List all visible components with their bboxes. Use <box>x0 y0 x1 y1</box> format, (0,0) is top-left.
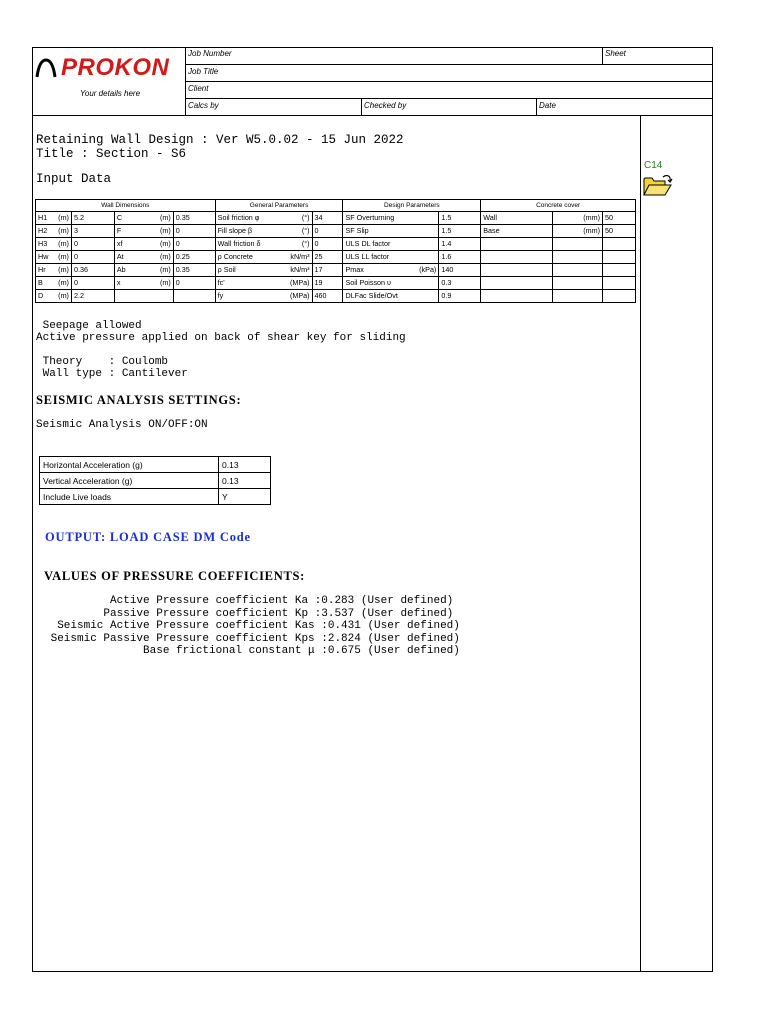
wall-dim-value-2: 0.35 <box>173 212 215 225</box>
design-param-label <box>343 225 439 238</box>
header-divider <box>536 98 537 115</box>
cell-label: F <box>116 226 122 235</box>
table-row-h2 <box>36 225 636 238</box>
job-number-label: Job Number <box>188 49 232 58</box>
coefficient-line: Passive Pressure coefficient Kp :3.537 (User defined) <box>44 607 454 620</box>
design-param-value: 1.5 <box>439 212 481 225</box>
design-param-label <box>343 238 439 251</box>
design-param-label <box>343 251 439 264</box>
cell-label: ρ Concrete <box>217 252 253 261</box>
design-param-label <box>343 212 439 225</box>
seismic-table <box>39 456 271 505</box>
wall-dim-label <box>36 238 72 251</box>
design-param-label <box>343 264 439 277</box>
cell-label: Hw <box>38 252 49 261</box>
cell-unit: (m) <box>58 291 69 300</box>
seismic-row <box>40 489 271 505</box>
design-param-value: 0.9 <box>439 290 481 303</box>
wall-dim-label-2 <box>114 277 173 290</box>
cell-unit: (kPa) <box>419 265 437 274</box>
cell-label: Soil friction φ <box>217 213 260 222</box>
header-rule <box>185 64 713 65</box>
cell-unit: kN/m³ <box>290 265 310 274</box>
cover-label <box>481 264 553 277</box>
cover-unit <box>553 212 603 225</box>
cell-unit: (°) <box>301 239 310 248</box>
cell-label: fc' <box>217 278 225 287</box>
wall-dim-label-2 <box>114 225 173 238</box>
section-title: Title : Section - S6 <box>36 147 187 161</box>
cell-unit: (m) <box>58 213 69 222</box>
header-divider <box>361 98 362 115</box>
wall-dimensions-header: Wall Dimensions <box>36 200 216 212</box>
cell-unit: kN/m³ <box>290 252 310 261</box>
input-data-heading: Input Data <box>36 172 112 186</box>
cell-unit: (°) <box>301 213 310 222</box>
cell-unit: (MPa) <box>289 278 310 287</box>
cell-label: x <box>116 278 121 287</box>
cover-value <box>602 238 635 251</box>
cell-label: (mm) <box>583 226 600 235</box>
table-row-h1 <box>36 212 636 225</box>
coefficient-line: Seismic Passive Pressure coefficient Kps :2.824 (User defined) <box>44 632 460 645</box>
design-param-value: 140 <box>439 264 481 277</box>
header-rule <box>185 81 713 82</box>
wall-dim-label-2 <box>114 238 173 251</box>
cell-label: ULS DL factor <box>345 239 391 248</box>
wall-dim-value-2: 0 <box>173 225 215 238</box>
cell-label: H2 <box>38 226 48 235</box>
header-rule <box>185 98 713 99</box>
wall-dim-label-2 <box>114 264 173 277</box>
wall-dim-value-2: 0.25 <box>173 251 215 264</box>
input-data-table <box>35 199 636 303</box>
seismic-row <box>40 473 271 489</box>
cell-label: fy <box>217 291 224 300</box>
wall-dim-value: 0 <box>71 277 114 290</box>
design-param-label <box>343 277 439 290</box>
checked-by-label: Checked by <box>364 101 407 110</box>
cell-unit: (m) <box>58 239 69 248</box>
general-param-label <box>215 277 312 290</box>
concrete-cover-header: Concrete cover <box>481 200 636 212</box>
cell-label: Fill slope β <box>217 226 253 235</box>
cell-unit: (m) <box>159 252 171 261</box>
cell-unit: (m) <box>159 239 171 248</box>
header-divider <box>185 47 186 115</box>
cover-value <box>602 277 635 290</box>
cover-value <box>602 251 635 264</box>
wall-dim-label <box>36 212 72 225</box>
coefficient-line: Seismic Active Pressure coefficient Kas :0.431 (User defined) <box>44 620 460 632</box>
active-pressure-note: Active pressure applied on back of shear key for sliding <box>36 332 406 344</box>
seismic-heading: SEISMIC ANALYSIS SETTINGS: <box>36 393 242 407</box>
margin-divider <box>640 115 641 972</box>
cell-unit: (m) <box>159 278 171 287</box>
wall-dim-value: 3 <box>71 225 114 238</box>
cover-label <box>481 238 553 251</box>
page-frame <box>32 47 713 972</box>
wall-dim-label <box>36 290 72 303</box>
cell-label: Ab <box>116 265 126 274</box>
seismic-value: Y <box>219 489 271 505</box>
cover-unit <box>553 264 603 277</box>
logo-text: PROKON <box>61 54 170 81</box>
sheet-label: Sheet <box>605 49 626 58</box>
wall-dim-value: 5.2 <box>71 212 114 225</box>
design-param-label <box>343 290 439 303</box>
cover-unit <box>553 251 603 264</box>
header-rule <box>32 115 713 116</box>
seismic-value: 0.13 <box>219 457 271 473</box>
coefficient-line: Base frictional constant μ :0.675 (User defined) <box>44 645 460 657</box>
cell-label: Soil Poisson υ <box>345 278 391 287</box>
table-row-b <box>36 277 636 290</box>
table-row-hr <box>36 264 636 277</box>
general-param-value: 34 <box>312 212 343 225</box>
general-param-label <box>215 290 312 303</box>
cell-label: Pmax <box>345 265 364 274</box>
cell-unit: (m) <box>58 265 69 274</box>
cell-label: D <box>38 291 44 300</box>
margin-reference: C14 <box>644 160 663 171</box>
wall-dim-label <box>36 264 72 277</box>
seepage-note: Seepage allowed <box>36 320 142 332</box>
cell-label: SF Overturning <box>345 213 395 222</box>
wall-dim-value: 0 <box>71 238 114 251</box>
wall-type-note: Wall type : Cantilever <box>36 368 188 380</box>
seismic-row <box>40 457 271 473</box>
general-param-label <box>215 238 312 251</box>
wall-dim-value-2: 0 <box>173 238 215 251</box>
cover-label <box>481 277 553 290</box>
cell-label: ULS LL factor <box>345 252 390 261</box>
cover-value <box>602 290 635 303</box>
wall-dim-label <box>36 225 72 238</box>
seismic-label: Horizontal Acceleration (g) <box>40 457 219 473</box>
seismic-onoff: Seismic Analysis ON/OFF:ON <box>36 419 208 431</box>
wall-dim-value-2: 0 <box>173 277 215 290</box>
cell-label: B <box>38 278 43 287</box>
cover-value: 50 <box>602 225 635 238</box>
cell-label: Wall friction δ <box>217 239 261 248</box>
table-row-h3 <box>36 238 636 251</box>
pressure-coefficients-heading: VALUES OF PRESSURE COEFFICIENTS: <box>44 569 305 583</box>
general-param-value: 19 <box>312 277 343 290</box>
table-row-hw <box>36 251 636 264</box>
cover-unit <box>553 238 603 251</box>
cell-label: xf <box>116 239 123 248</box>
wall-dim-label <box>36 277 72 290</box>
job-title-label: Job Title <box>188 67 219 76</box>
cell-label: ρ Soil <box>217 265 236 274</box>
prokon-logo <box>35 54 185 82</box>
cell-label: Hr <box>38 265 46 274</box>
wall-dim-value: 0.36 <box>71 264 114 277</box>
cell-label: H3 <box>38 239 48 248</box>
client-label: Client <box>188 84 209 93</box>
general-param-label <box>215 264 312 277</box>
wall-dim-value: 2.2 <box>71 290 114 303</box>
wall-dim-value-2 <box>173 290 215 303</box>
cover-label: Base <box>481 225 553 238</box>
wall-dim-label-2 <box>114 251 173 264</box>
cell-unit: (m) <box>58 226 69 235</box>
cover-label: Wall <box>481 212 553 225</box>
design-param-value: 1.4 <box>439 238 481 251</box>
seismic-label: Include Live loads <box>40 489 219 505</box>
design-param-value: 0.3 <box>439 277 481 290</box>
general-param-value: 0 <box>312 238 343 251</box>
table-row-d <box>36 290 636 303</box>
general-param-label <box>215 251 312 264</box>
design-param-value: 1.6 <box>439 251 481 264</box>
cell-unit: (m) <box>159 265 171 274</box>
cell-label: H1 <box>38 213 48 222</box>
cell-unit: (°) <box>301 226 310 235</box>
cell-label: At <box>116 252 124 261</box>
wall-dim-value: 0 <box>71 251 114 264</box>
seismic-value: 0.13 <box>219 473 271 489</box>
cell-unit: (m) <box>159 213 171 222</box>
wall-dim-value-2: 0.35 <box>173 264 215 277</box>
open-folder-icon[interactable] <box>643 173 673 202</box>
general-param-value: 25 <box>312 251 343 264</box>
general-param-value: 460 <box>312 290 343 303</box>
cell-label: DLFac Slide/Ovt <box>345 291 398 300</box>
calcs-by-label: Calcs by <box>188 101 219 110</box>
design-title: Retaining Wall Design : Ver W5.0.02 - 15 Jun 2022 <box>36 133 404 147</box>
cover-unit <box>553 225 603 238</box>
cell-label: (mm) <box>583 213 600 222</box>
output-heading: OUTPUT: LOAD CASE DM Code <box>45 530 251 544</box>
cell-label: SF Slip <box>345 226 369 235</box>
general-param-label <box>215 225 312 238</box>
cell-unit: (m) <box>159 226 171 235</box>
wall-dim-label-2 <box>114 212 173 225</box>
general-param-label <box>215 212 312 225</box>
header-divider <box>602 47 603 64</box>
cover-label <box>481 290 553 303</box>
cover-label <box>481 251 553 264</box>
cell-unit: (m) <box>58 252 69 261</box>
date-label: Date <box>539 101 556 110</box>
cover-value: 50 <box>602 212 635 225</box>
general-param-value: 17 <box>312 264 343 277</box>
design-param-value: 1.5 <box>439 225 481 238</box>
cell-unit: (m) <box>58 278 69 287</box>
cell-unit: (MPa) <box>289 291 310 300</box>
general-param-value: 0 <box>312 225 343 238</box>
coefficient-line: Active Pressure coefficient Ka :0.283 (User defined) <box>44 595 454 607</box>
wall-dim-label <box>36 251 72 264</box>
table-header-row <box>36 200 636 212</box>
seismic-label: Vertical Acceleration (g) <box>40 473 219 489</box>
cover-value <box>602 264 635 277</box>
wall-dim-label-2 <box>114 290 173 303</box>
cover-unit <box>553 277 603 290</box>
prokon-arc-icon <box>35 58 57 78</box>
cell-label: C <box>116 213 123 222</box>
your-details-label: Your details here <box>80 89 141 98</box>
design-parameters-header: Design Parameters <box>343 200 481 212</box>
general-parameters-header: General Parameters <box>215 200 343 212</box>
theory-note: Theory : Coulomb <box>36 356 169 368</box>
cover-unit <box>553 290 603 303</box>
